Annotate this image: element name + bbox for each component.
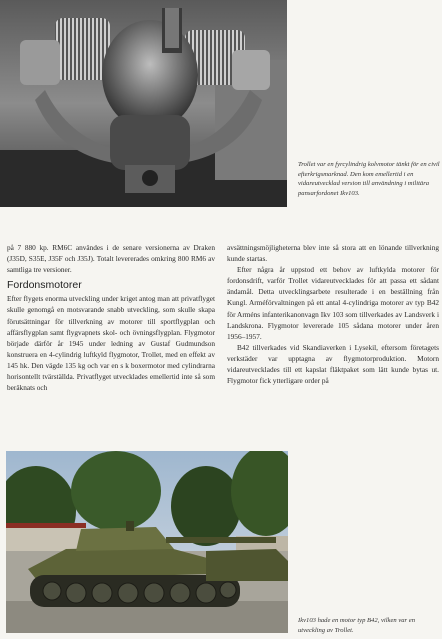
- tank-photo: [6, 451, 288, 633]
- right-paragraph-3: B42 tillverkades vid Skandiaverken i Lysekil, eftersom företagets verkstäder var upptagna av flygmotorproduktion. Motorn vidareutvecklades till ett kapslat fläktpaket som lätt kunde bytas ut. Flygmotor fick ytterligare order på: [227, 342, 439, 386]
- left-column: [7, 242, 215, 393]
- section-heading: Fordonsmotorer: [7, 279, 82, 292]
- right-column: [227, 242, 439, 386]
- top-caption: Trollet var en fyrcylindrig kolvmotor tänkt för en civil efterkrigsmarknad. Den kom emellertid i en vidareutvecklad version till användning i militära pansarfordonet Ikv103.: [298, 161, 440, 197]
- left-body-paragraph: Efter flygets enorma utveckling under kriget antog man att privatflyget skulle genomgå en motsvarande snabb utveckling, som skulle skapa förutsättningar för tillverkning av motorer till sportflygplan och affärsflygplan samt flygvapnets skol- och övningsflygplan. Flygmotor började därför år 1945 under ledning av Gustaf Gudmundson konstruera en 4-cylindrig luftkyld flygmotor, Trollet, med en effekt av 145 hk. Den vägde 135 kg och var en s k boxermotor med cylindrarna horisontellt tvärställda. Privatflyget utvecklades emellertid inte så som beräknats och: [7, 294, 215, 393]
- left-intro-paragraph: på 7 880 kp. RM6C användes i de senare versionerna av Draken (J35D, S35E, J35F och J35J). Totalt levererades omkring 800 RM6 av samtliga tre versioner.: [7, 243, 215, 275]
- bottom-caption: Ikv103 hade en motor typ B42, vilken var en utveckling av Trollet.: [298, 617, 416, 634]
- right-paragraph-1: avsättningsmöjligheterna blev inte så stora att en lönande tillverkning kunde startas.: [227, 243, 439, 264]
- engine-photo: [0, 0, 287, 207]
- right-paragraph-2: Efter några år uppstod ett behov av luftkylda motorer för fordonsdrift, varför Trollet vidareutvecklades för att passa ett sådant ändamål. Detta utvecklingsarbete resulterade i en beställning från Kungl. Arméförvaltningen på ett antal 4-cylindriga motorer av typ B42 för Arméns infanterikanonvagn Ikv 103 som tillverkades av Landsverk i Landskrona. Flygmotor levererade 105 sådana motorer under åren 1956–1957.: [227, 265, 439, 341]
